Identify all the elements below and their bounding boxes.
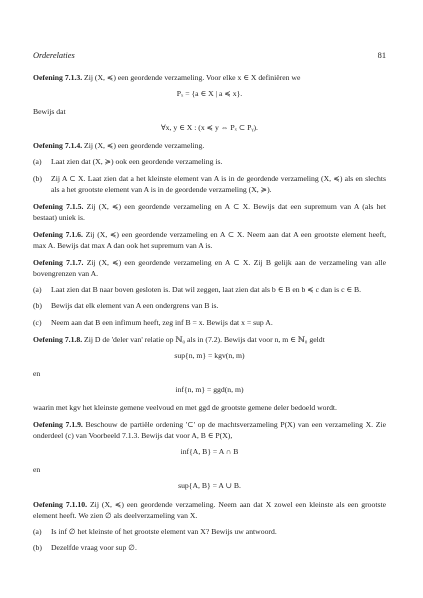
exercise-label: Oefening 7.1.3. bbox=[33, 73, 83, 82]
item-text: Zij A ⊂ X. Laat zien dat a het kleinste element van A is in de geordende verzameling (X, ≼) als en slechts als a het grootste element van A is in de geordende verzameling (X, ≽). bbox=[51, 173, 386, 194]
exercise-7-1-8 bbox=[33, 334, 386, 413]
exercise-7-1-10 bbox=[33, 499, 386, 553]
item-text: Neem aan dat B een infimum heeft, zeg inf B = x. Bewijs dat x = sup A. bbox=[51, 317, 273, 327]
exercise-text: en bbox=[33, 465, 41, 475]
exercise-label: Oefening 7.1.9. bbox=[33, 420, 83, 430]
item-letter: (a) bbox=[33, 526, 42, 536]
exercise-text: Zij (X, ≼) een geordende verzameling. Voor elke x ∈ X definiëren we bbox=[84, 73, 301, 82]
exercise-7-1-5 bbox=[33, 201, 386, 223]
list-item bbox=[33, 542, 386, 553]
item-text: Bewijs dat elk element van A een ondergrens van B is. bbox=[51, 301, 219, 311]
page-header bbox=[33, 51, 386, 63]
item-list bbox=[33, 526, 386, 553]
exercise-text: Zij (X, ≼) een geordende verzameling. bbox=[84, 141, 205, 151]
exercise-label: Oefening 7.1.5. bbox=[33, 201, 84, 211]
running-title: Orderelaties bbox=[33, 51, 75, 60]
formula: ∀x, y ∈ X : (x ≼ y ⇔ Pₓ ⊂ Pᵧ). bbox=[161, 123, 258, 133]
formula: sup{n, m} = kgv(n, m) bbox=[174, 350, 245, 360]
formula: Pₓ = {a ∈ X | a ≼ x}. bbox=[176, 89, 243, 99]
item-letter: (b) bbox=[33, 173, 42, 183]
item-letter: (b) bbox=[33, 301, 42, 311]
list-item bbox=[33, 173, 386, 195]
exercise-text: Zij (X, ≼) een geordende verzameling. Neem aan dat X zowel een kleinste als een grootste element heeft. We zien ∅ als deelverzameling van X. bbox=[33, 499, 386, 520]
exercise-label: Oefening 7.1.8. bbox=[33, 334, 83, 344]
exercise-7-1-7 bbox=[33, 257, 386, 327]
exercise-label: Oefening 7.1.6. bbox=[33, 229, 83, 239]
formula: inf{n, m} = ggd(n, m) bbox=[175, 384, 244, 394]
item-text: Dezelfde vraag voor sup ∅. bbox=[51, 542, 137, 552]
item-letter: (c) bbox=[33, 317, 42, 327]
item-text: Laat zien dat B naar boven gesloten is. Dat wil zeggen, laat zien dat als b ∈ B en b ≼ c dan is c ∈ B. bbox=[51, 285, 362, 295]
item-list bbox=[33, 284, 386, 327]
exercise-label: Oefening 7.1.7. bbox=[33, 258, 84, 268]
formula: sup{A, B} = A ∪ B. bbox=[178, 481, 241, 491]
exercise-text: waarin met kgv het kleinste gemene veelvoud en met ggd de grootste gemene deler bedoeld wordt. bbox=[33, 402, 337, 412]
exercise-text: Zij (X, ≼) een geordende verzameling en A ⊂ X. Zij B gelijk aan de verzameling van alle bovengrenzen van A. bbox=[33, 258, 387, 279]
exercise-7-1-3 bbox=[33, 72, 386, 133]
list-item bbox=[33, 526, 386, 537]
exercise-text: Zij (X, ≼) een geordende verzameling en A ⊂ X. Neem aan dat A een grootste element heeft, max A. Bewijs dat max A dan ook het supremum van A is. bbox=[33, 229, 387, 251]
list-item bbox=[33, 284, 386, 295]
page-body bbox=[33, 72, 386, 559]
item-text: Is inf ∅ het kleinste of het grootste element van X? Bewijs uw antwoord. bbox=[51, 526, 277, 536]
item-text: Laat zien dat (X, ≽) ook een geordende verzameling is. bbox=[51, 157, 223, 167]
exercise-text: en bbox=[33, 368, 41, 378]
item-letter: (a) bbox=[33, 285, 42, 295]
page-number: 81 bbox=[377, 51, 386, 60]
item-list bbox=[33, 156, 386, 194]
exercise-text: Zij D de 'deler van' relatie op ℕ₀ als in (7.2). Bewijs dat voor n, m ∈ ℕ₀ geldt bbox=[84, 334, 325, 344]
exercise-text: Bewijs dat bbox=[33, 107, 66, 117]
list-item bbox=[33, 317, 386, 328]
exercise-text: Zij (X, ≼) een geordende verzameling en A ⊂ X. Bewijs dat een supremum van A (als het bestaat) uniek is. bbox=[33, 201, 386, 222]
exercise-7-1-9 bbox=[33, 419, 386, 491]
exercise-text: Beschouw de partiële ordening '⊂' op de machtsverzameling P(X) van een verzameling X. Zie onderdeel (c) van Voorbeeld 7.1.3. Bewijs dat voor A, B ∈ P(X), bbox=[33, 420, 387, 441]
exercise-label: Oefening 7.1.10. bbox=[33, 499, 88, 509]
formula: inf{A, B} = A ∩ B bbox=[180, 447, 239, 457]
list-item bbox=[33, 156, 386, 167]
exercise-7-1-4 bbox=[33, 140, 386, 194]
item-letter: (a) bbox=[33, 157, 42, 167]
item-letter: (b) bbox=[33, 542, 42, 552]
list-item bbox=[33, 300, 386, 311]
exercise-label: Oefening 7.1.4. bbox=[33, 141, 83, 151]
exercise-7-1-6 bbox=[33, 229, 386, 251]
